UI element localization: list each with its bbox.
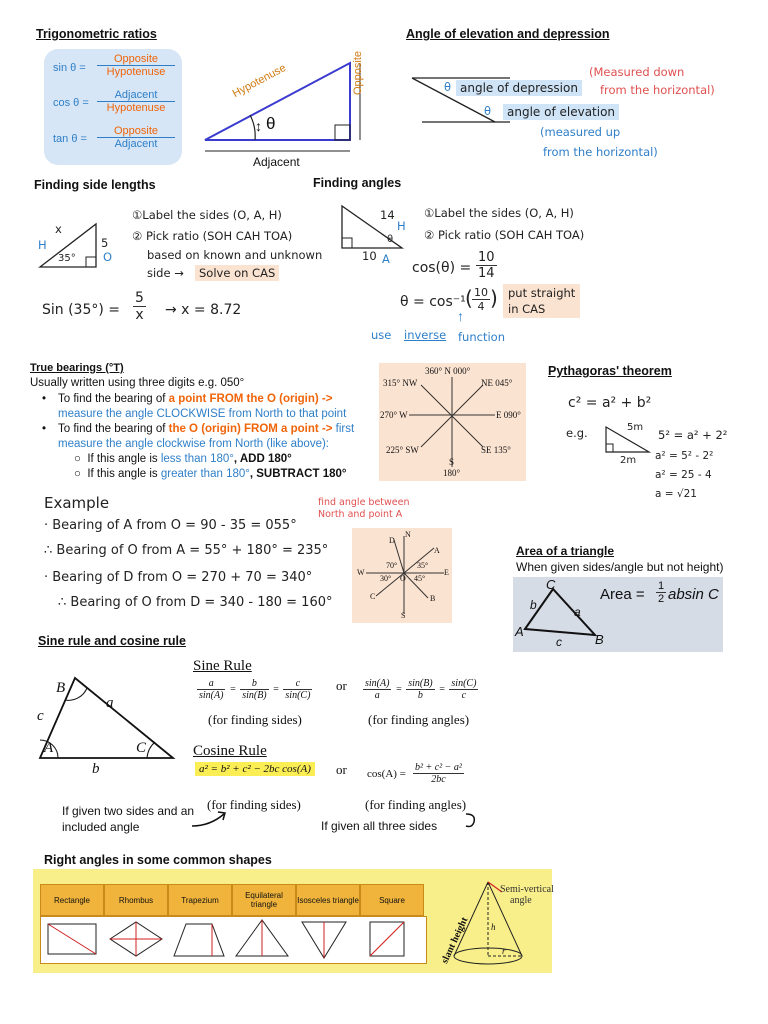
- ex-b: B: [430, 594, 436, 603]
- area-B: B: [595, 632, 604, 647]
- angles-inv-fraction: $\frac{10}{4}$: [474, 286, 488, 313]
- pyth-l1: 5² = a² + 2²: [658, 428, 728, 442]
- cone-r: r: [502, 946, 506, 956]
- angles-cos-fraction: $\frac{10}{14}$: [478, 250, 495, 281]
- sine-for-sides: (for finding sides): [208, 712, 302, 727]
- sub-bullet-2: ○ If this angle is greater than 180°, SUBTRACT 180°: [74, 468, 347, 480]
- elevation-label: angle of elevation: [503, 104, 619, 120]
- sine-rule-title: Sine Rule: [193, 658, 252, 674]
- tan-fraction: [97, 125, 175, 150]
- sine-A: A: [44, 740, 54, 756]
- cosine-formula: a² = b² + c² − 2bc cos(A): [195, 762, 315, 776]
- measured-down-note: (Measured down: [589, 65, 685, 79]
- angles-ten: 10: [362, 249, 377, 263]
- sine-b: b: [92, 761, 100, 777]
- cone-slant-height: slant height: [439, 915, 471, 966]
- depression-label: angle of depression: [456, 80, 582, 96]
- cos-den: Hypotenuse: [106, 102, 166, 114]
- compass-ne: NE 045°: [481, 378, 513, 388]
- example-note: find angle between North and point A: [318, 497, 410, 520]
- elev-theta-2: θ: [484, 104, 492, 118]
- angles-step1: ①Label the sides (O, A, H): [424, 206, 574, 220]
- bullet-1-cont: measure the angle CLOCKWISE from North to that point: [58, 408, 347, 420]
- shape-label-rectangle: Rectangle: [40, 884, 104, 916]
- tri-hyp-label: Hypotenuse: [230, 61, 289, 101]
- sin-num: Opposite: [97, 53, 175, 66]
- ex-a: A: [434, 546, 440, 555]
- area-subtitle: When given sides/angle but not height): [516, 560, 724, 574]
- cone-semi-vertical: Semi-vertical angle: [500, 884, 554, 906]
- sub-bullet-1: ○ If this angle is less than 180°, ADD 180°: [74, 453, 292, 465]
- sine-or-2: or: [336, 762, 347, 777]
- shapes-header-row: [40, 884, 425, 916]
- bearings-line1: Usually written using three digits e.g. 050°: [30, 377, 245, 389]
- trig-title: Trigonometric ratios: [36, 27, 157, 41]
- tan-den: Adjacent: [114, 138, 158, 150]
- cos-fraction: [97, 89, 175, 114]
- tri-adj-label: Adjacent: [253, 155, 300, 169]
- cosine-note-sides: If given two sides and an included angle: [62, 804, 195, 834]
- bullet-2: • To find the bearing of the O (origin) FROM a point -> first: [42, 423, 355, 435]
- pyth-2m: 2m: [620, 455, 637, 466]
- sine-title: Sine rule and cosine rule: [38, 634, 186, 648]
- up-arrow-icon: ↑: [457, 308, 464, 324]
- cone-h: h: [491, 922, 496, 932]
- bearings-title: True bearings (°T): [30, 362, 124, 374]
- cos-num: Adjacent: [97, 89, 175, 102]
- sides-step4: side →: [147, 266, 184, 280]
- hook-arrow-icon: [462, 810, 482, 832]
- compass-nw: 315° NW: [383, 378, 418, 388]
- area-half: $\frac{1}{2}$: [658, 580, 665, 605]
- ex-s: S: [401, 611, 406, 620]
- tri-theta: θ: [266, 114, 276, 133]
- angles-a: A: [382, 252, 390, 266]
- angles-cos-lhs: cos(θ) =: [412, 260, 472, 276]
- pyth-l2: a² = 5² - 2²: [655, 450, 714, 462]
- example-l1: · Bearing of A from O = 90 - 35 = 055°: [44, 518, 297, 533]
- area-b: b: [530, 598, 537, 612]
- sine-B: B: [56, 680, 66, 696]
- shapes-drawings: [40, 916, 425, 962]
- cosine-rule-title: Cosine Rule: [193, 743, 267, 759]
- ex-w: W: [357, 568, 365, 577]
- paren-open: (: [465, 286, 473, 310]
- ex-70: 70°: [386, 561, 398, 570]
- sides-o: O: [103, 250, 113, 264]
- sides-h: H: [38, 238, 47, 252]
- example-title: Example: [44, 494, 110, 512]
- compass-n: 360° N 000°: [425, 366, 471, 376]
- ex-d: D: [389, 536, 395, 545]
- cosine-for-angles: (for finding angles): [365, 797, 467, 812]
- sine-rule-angles-formula: $\frac{\sin(A)}{a}$ = $\frac{\sin(B)}{b}$ = $\frac{\sin(C)}{c}$: [365, 678, 477, 701]
- area-formula-rhs: absin C: [668, 586, 719, 603]
- elev-lines-diagram: [410, 70, 520, 130]
- sine-C: C: [136, 740, 147, 756]
- shape-label-trapezium: Trapezium: [168, 884, 232, 916]
- cosine-for-sides: (for finding sides): [207, 797, 301, 812]
- area-C: C: [546, 577, 556, 592]
- sides-title: Finding side lengths: [34, 178, 156, 192]
- sin-fraction: [97, 53, 175, 78]
- sides-five: 5: [101, 236, 109, 250]
- angles-fourteen: 14: [380, 208, 395, 222]
- ex-e: E: [444, 568, 449, 577]
- sine-for-angles: (for finding angles): [368, 712, 470, 727]
- example-l2: ∴ Bearing of O from A = 55° + 180° = 235°: [44, 543, 329, 558]
- example-l3: · Bearing of D from O = 270 + 70 = 340°: [44, 570, 313, 585]
- from-horizontal-note-2: from the horizontal): [543, 145, 658, 159]
- tan-label: tan θ =: [53, 133, 87, 145]
- sides-x: x: [55, 222, 62, 236]
- elev-title: Angle of elevation and depression: [406, 27, 610, 41]
- elev-theta-1: θ: [444, 80, 452, 94]
- angles-h: H: [397, 219, 406, 233]
- compass-sw: 225° SW: [386, 445, 419, 455]
- compass-e: E 090°: [496, 410, 521, 420]
- sides-step3: based on known and unknown: [147, 248, 323, 262]
- sides-eq-rhs: → x = 8.72: [165, 302, 242, 318]
- sine-rule-sides-formula: $\frac{a}{\sin(A)}$ = $\frac{b}{\sin(B)}$ = $\frac{c}{\sin(C)}$: [199, 678, 311, 701]
- angles-title: Finding angles: [313, 176, 402, 190]
- bullet-2-cont: measure the angle clockwise from North (like above):: [58, 438, 330, 450]
- tri-opp-label: Opposite: [352, 50, 364, 95]
- bearings-bullets: [42, 392, 376, 482]
- pyth-title: Pythagoras' theorem: [548, 364, 672, 378]
- curve-arrow-icon: [190, 808, 230, 830]
- angles-inverse: inverse: [404, 328, 447, 342]
- measured-up-note: (measured up: [540, 125, 621, 139]
- ex-30: 30°: [380, 574, 392, 583]
- compass-s180: 180°: [443, 468, 461, 478]
- sine-or-1: or: [336, 678, 347, 693]
- sides-step2: ② Pick ratio (SOH CAH TOA): [132, 229, 293, 243]
- cosine-angle-lhs: cos(A) =: [367, 768, 406, 780]
- shape-label-equilateral: Equilateral triangle: [232, 884, 296, 916]
- theta-arrow-icon: ↕: [255, 118, 262, 134]
- sides-eq-fraction: $\frac{5}{x}$: [135, 290, 144, 323]
- compass-w: 270° W: [380, 410, 408, 420]
- shape-label-rhombus: Rhombus: [104, 884, 168, 916]
- sides-solve-cas: Solve on CAS: [195, 265, 279, 281]
- area-formula-lhs: Area =: [600, 586, 645, 603]
- pyth-l3: a² = 25 - 4: [655, 469, 712, 481]
- angles-inv-lhs: θ = cos⁻¹: [400, 294, 466, 310]
- pyth-l4: a = √21: [655, 488, 697, 500]
- ex-45: 45°: [414, 574, 426, 583]
- angles-put-cas: put straight in CAS: [503, 284, 580, 318]
- sine-a: a: [106, 695, 114, 711]
- area-title: Area of a triangle: [516, 544, 615, 558]
- compass-s: S: [449, 457, 455, 467]
- angles-step2: ② Pick ratio (SOH CAH TOA): [424, 228, 585, 242]
- cosine-angle-fraction: $\frac{\text{b² + c² − a²}}{2bc}$: [415, 762, 462, 785]
- cos-label: cos θ =: [53, 97, 89, 109]
- area-c: c: [556, 635, 562, 649]
- from-horizontal-note: from the horizontal): [600, 83, 715, 97]
- cosine-note-three-sides: If given all three sides: [321, 819, 438, 833]
- ex-o: O: [400, 574, 406, 583]
- pyth-5m: 5m: [627, 422, 644, 433]
- pyth-eg: e.g.: [566, 426, 588, 440]
- sin-label: sin θ =: [53, 62, 86, 74]
- angles-function: function: [458, 330, 505, 344]
- sides-angle: 35°: [58, 253, 76, 264]
- ex-n: N: [405, 530, 411, 539]
- shape-label-isosceles: Isosceles triangle: [296, 884, 360, 916]
- sides-step1: ①Label the sides (O, A, H): [132, 208, 282, 222]
- angles-use: use: [371, 328, 392, 342]
- angles-theta: θ: [387, 234, 394, 245]
- area-A: A: [515, 624, 524, 639]
- ex-35: 35°: [417, 561, 429, 570]
- sin-den: Hypotenuse: [106, 66, 166, 78]
- bullet-1: • To find the bearing of a point FROM the O (origin) ->: [42, 393, 333, 405]
- sides-eq-lhs: Sin (35°) =: [42, 302, 121, 318]
- area-a: a: [574, 605, 581, 619]
- shape-label-square: Square: [360, 884, 424, 916]
- shapes-title: Right angles in some common shapes: [44, 853, 272, 867]
- pyth-main: c² = a² + b²: [568, 395, 652, 411]
- tan-num: Opposite: [97, 125, 175, 138]
- sine-c: c: [37, 708, 44, 724]
- paren-close: ): [490, 286, 498, 310]
- ex-c: C: [370, 592, 376, 601]
- example-l4: ∴ Bearing of O from D = 340 - 180 = 160°: [58, 595, 333, 610]
- compass-se: SE 135°: [481, 445, 511, 455]
